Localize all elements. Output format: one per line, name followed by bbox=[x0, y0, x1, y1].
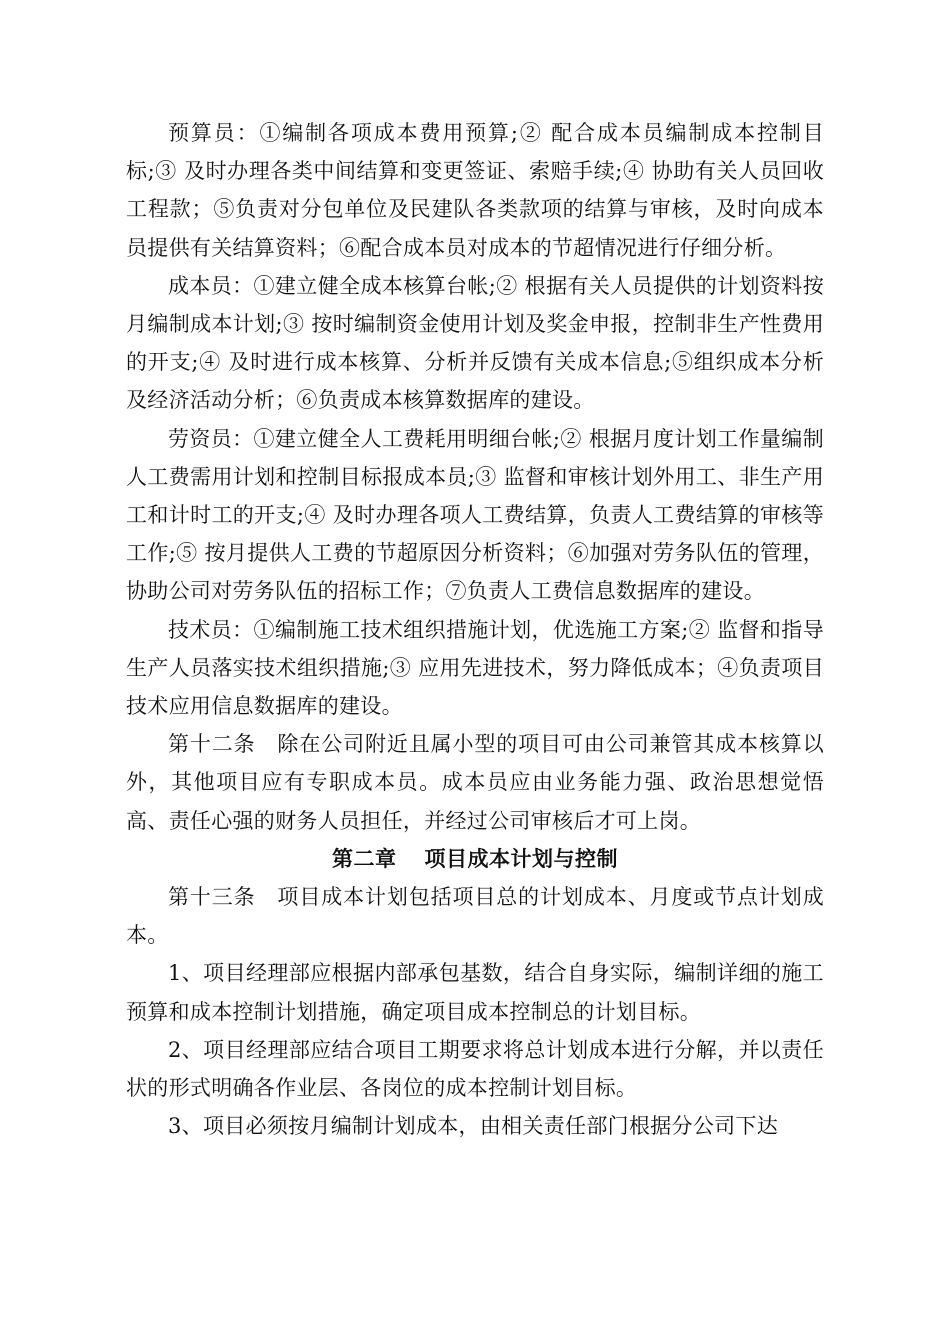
paragraph-item-2: 2、项目经理部应结合项目工期要求将总计划成本进行分解，并以责任状的形式明确各作业层、各岗位的成本控制计划目标。 bbox=[126, 1037, 824, 1101]
document-page bbox=[126, 114, 824, 1145]
paragraph-budget-officer: 预算员：①编制各项成本费用预算;② 配合成本员编制成本控制目标;③ 及时办理各类中间结算和变更签证、索赔手续;④ 协助有关人员回收工程款；⑤负责对分包单位及民建队各类款项的结算与审核，及时向成本员提供有关结算资料；⑥配合成本员对成本的节超情况进行仔细分析。 bbox=[126, 121, 824, 260]
paragraph-article-13: 第十三条 项目成本计划包括项目总的计划成本、月度或节点计划成本。 bbox=[126, 885, 824, 948]
paragraph-cost-officer: 成本员：①建立健全成本核算台帐;② 根据有关人员提供的计划资料按月编制成本计划;③ 按时编制资金使用计划及奖金申报，控制非生产性费用的开支;④ 及时进行成本核算、分析并反馈有关成本信息;⑤组织成本分析及经济活动分析；⑥负责成本核算数据库的建设。 bbox=[126, 273, 824, 413]
paragraph-article-12: 第十二条 除在公司附近且属小型的项目可由公司兼管其成本核算以外，其他项目应有专职成本员。成本员应由业务能力强、政治思想觉悟高、责任心强的财务人员担任，并经过公司审核后才可上岗。 bbox=[126, 732, 824, 833]
paragraph-item-1: 1、项目经理部应根据内部承包基数，结合自身实际，编制详细的施工预算和成本控制计划措施，确定项目成本控制总的计划目标。 bbox=[126, 961, 824, 1024]
chapter-number: 第二章 bbox=[332, 846, 397, 871]
chapter-title: 项目成本计划与控制 bbox=[424, 846, 618, 871]
paragraph-item-3: 3、项目必须按月编制计划成本，由相关责任部门根据分公司下达 bbox=[168, 1114, 779, 1139]
paragraph-labor-officer: 劳资员：①建立健全人工费耗用明细台帐;② 根据月度计划工作量编制人工费需用计划和控制目标报成本员;③ 监督和审核计划外用工、非生产用工和计时工的开支;④ 及时办理各项人工费结算，负责人工费结算的审核等工作;⑤ 按月提供人工费的节超原因分析资料；⑥加强对劳务队伍的管理，协助公司对劳务队伍的招标工作；⑦负责人工费信息数据库的建设。 bbox=[126, 426, 824, 604]
chapter-heading bbox=[126, 840, 824, 878]
paragraph-technician: 技术员：①编制施工技术组织措施计划，优选施工方案;② 监督和指导生产人员落实技术组织措施;③ 应用先进技术，努力降低成本；④负责项目技术应用信息数据库的建设。 bbox=[126, 617, 824, 719]
